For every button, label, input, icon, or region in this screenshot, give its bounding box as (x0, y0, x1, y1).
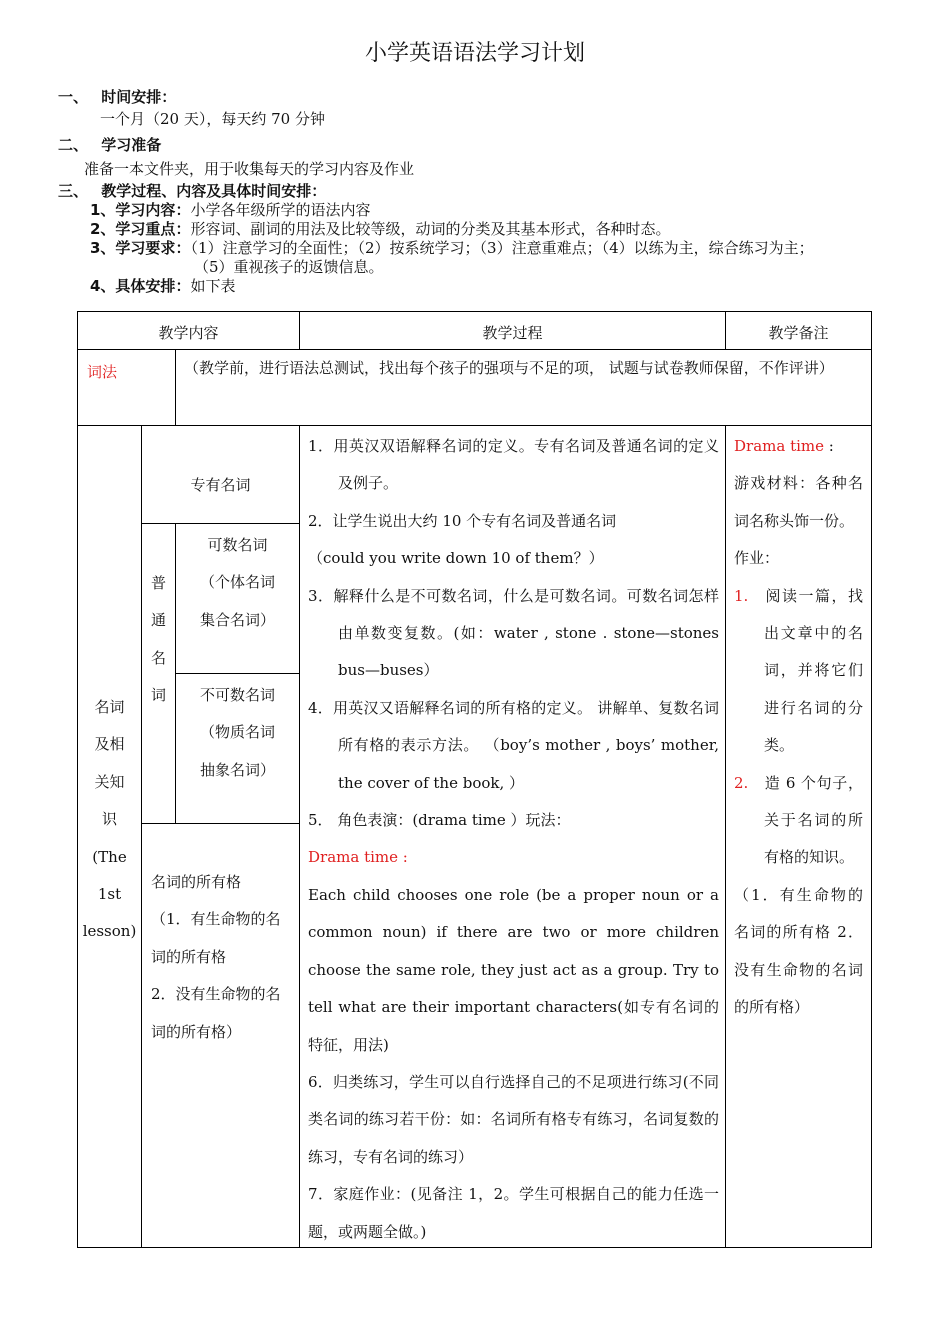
item-2-colon: ： (175, 220, 191, 238)
process-step: 6．归类练习，学生可以自行选择自己的不足项进行练习(不同类名词的练习若干份：如：名词所有格专有练习，名词复数的练习，专有名词的练习） (308, 1072, 719, 1166)
remarks-drama (734, 428, 863, 465)
step-text: 角色表演：(drama time ）玩法： (332, 811, 571, 830)
left-line: (The (92, 847, 127, 866)
item-4-text: 如下表 (190, 277, 236, 295)
common-char: 通 (150, 611, 166, 630)
uncountable-line: 不可数名词 (199, 686, 275, 704)
section-2-text: 准备一本文件夹，用于收集每天的学习内容及作业 (84, 160, 415, 178)
item-4-colon: ： (175, 277, 191, 295)
section-3-heading (58, 180, 326, 201)
left-line: 及相 (94, 735, 125, 754)
header-process: 教学过程 (482, 324, 543, 342)
section-2-label: 学习准备 (101, 136, 162, 154)
process-step (308, 578, 719, 690)
remarks-hw-2 (734, 765, 863, 877)
process-step (308, 802, 719, 839)
item-4 (90, 275, 235, 296)
remarks-tail: （1．有生命物的名词的所有格 2．没有生命物的名词的所有格） (734, 885, 863, 1017)
step-number: 2． (308, 511, 333, 530)
step-number: 5． (308, 811, 333, 830)
remarks-drama-label: Drama time (734, 437, 824, 455)
process-step: 7．家庭作业：(见备注 1，2。学生可根据自己的能力任选一题，或两题全做。) (308, 1185, 719, 1241)
item-1-text: 小学各年级所学的语法内容 (190, 201, 371, 219)
item-3-label: 3、学习要求 (90, 239, 176, 257)
remarks-drama-colon: : (824, 437, 834, 455)
process-step (308, 690, 719, 802)
section-3-number: 三、 (58, 182, 89, 200)
step-text: 解释什么是不可数名词，什么是可数名词。可数名词怎样由单数变复数。(如：water , stone . stone—stones bus—buses） (333, 586, 719, 680)
remarks-homework: 作业： (734, 549, 780, 568)
common-char: 词 (150, 686, 166, 705)
col-rule-process (299, 425, 300, 1248)
item-2-text: 形容词、副词的用法及比较等级，动词的分类及其基本形式，各种时态。 (190, 220, 671, 238)
col-rule-left (141, 425, 142, 1248)
rule-under-countable (175, 673, 299, 674)
table-rule-cifa (77, 425, 872, 426)
process-cell (308, 428, 719, 1251)
section-1-heading (58, 86, 176, 107)
process-step (308, 540, 719, 577)
left-line: 识 (101, 810, 117, 829)
item-2-label: 2、学习重点 (90, 220, 176, 238)
header-remarks: 教学备注 (768, 324, 829, 342)
common-noun-vertical (142, 565, 175, 715)
left-line: 1st (97, 885, 122, 904)
possessive-item-1: （1．有生命物的名词的所有格 (151, 910, 281, 966)
item-1 (90, 199, 370, 220)
table-border-right (871, 311, 872, 1248)
item-1-label: 1、学习内容 (90, 201, 176, 219)
step-text: 让学生说出大约 10 个专有名词及普通名词 (332, 511, 617, 530)
page-title: 小学英语语法学习计划 (364, 41, 585, 66)
item-3-colon: ： (175, 239, 191, 257)
step-number: 3． (308, 586, 334, 605)
possessive-item-2: 2．没有生命物的名词的所有格） (151, 985, 281, 1041)
cifa-label: 词法 (87, 363, 118, 381)
left-line: lesson) (82, 922, 137, 941)
hw-2-text: 造 6 个句子，关于名词的所有格的知识。 (764, 773, 863, 867)
col-rule-cifa (175, 349, 176, 426)
hw-2-number: 2. (734, 773, 749, 792)
section-1-number: 一、 (58, 88, 89, 106)
possessive-cell (151, 864, 294, 1051)
uncountable-line: 抽象名词） (199, 760, 275, 779)
process-step (308, 428, 719, 503)
cifa-note: （教学前，进行语法总测试，找出每个孩子的强项与不足的项， 试题与试卷教师保留，不作评讲） (184, 359, 834, 377)
noun-lesson-label (78, 689, 141, 951)
item-3-text-continued: （5）重视孩子的返馈信息。 (194, 258, 384, 276)
rule-under-common (141, 823, 299, 824)
remarks-hw-1 (734, 578, 863, 765)
process-step (308, 503, 719, 540)
section-3-label: 教学过程、内容及具体时间安排： (101, 182, 327, 200)
countable-line: 集合名词） (199, 610, 275, 629)
process-drama-desc: Each child chooses one role (be a proper noun or a common noun) if there are two or more children choose the same role, they just act as a group. Try to tell what are their important characters(如专有名词的特征，用法) (308, 885, 719, 1054)
step-text: 用英汉双语解释名词的定义。专有名词及普通名词的定义及例子。 (333, 437, 719, 493)
hw-1-number: 1. (734, 586, 749, 605)
item-2 (90, 218, 670, 239)
table-border-top (77, 311, 872, 312)
proper-noun-cell: 专有名词 (190, 476, 251, 494)
col-rule-remarks (725, 425, 726, 1248)
uncountable-line: （物质名词 (199, 723, 275, 742)
uncountable-noun-cell (176, 677, 299, 789)
left-line: 关知 (94, 772, 125, 791)
section-1-colon: ： (161, 88, 177, 106)
process-drama-title: Drama time : (308, 848, 408, 867)
remarks-cell (734, 428, 863, 1027)
countable-noun-cell (176, 527, 299, 639)
section-2-number: 二、 (58, 136, 89, 154)
hw-1-text: 阅读一篇，找出文章中的名词，并将它们进行名词的分类。 (764, 586, 863, 755)
rule-under-proper (141, 523, 299, 524)
common-char: 普 (150, 574, 166, 592)
item-1-colon: ： (175, 201, 191, 219)
item-4-label: 4、具体安排 (90, 277, 176, 295)
item-3 (90, 237, 814, 258)
step-number: 1． (308, 437, 334, 455)
common-char: 名 (150, 648, 166, 667)
step-text: 用英汉又语解释名词的所有格的定义。 讲解单、复数名词所有格的表示方法。 （boy’s mother , boys’ mother, the cover of the book, ） (333, 698, 719, 792)
countable-line: 可数名词 (207, 536, 268, 554)
left-line: 名词 (94, 698, 125, 716)
item-3-text: （1）注意学习的全面性；（2）按系统学习；（3）注意重难点；（4）以练为主，综合练习为主； (190, 239, 814, 257)
possessive-title: 名词的所有格 (151, 873, 242, 891)
step-number: 4． (308, 698, 334, 717)
section-1-text: 一个月（20 天），每天约 70 分钟 (100, 110, 325, 128)
remarks-material: 游戏材料：各种名词名称头饰一份。 (734, 474, 863, 530)
header-content: 教学内容 (158, 324, 219, 342)
countable-line: （个体名词 (199, 573, 275, 592)
section-2-heading (58, 134, 161, 155)
section-1-label: 时间安排 (101, 88, 162, 106)
step-text: （could you write down 10 of them？） (308, 549, 604, 568)
